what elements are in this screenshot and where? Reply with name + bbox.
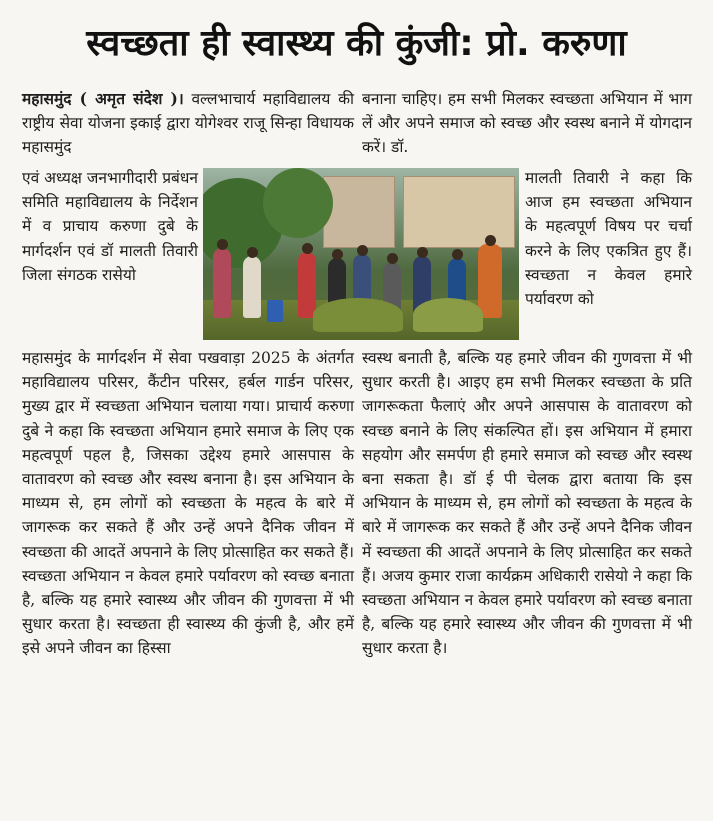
person-figure (213, 248, 231, 318)
column-1-body (22, 346, 354, 661)
building-shape (323, 176, 395, 248)
person-head (485, 235, 496, 246)
person-head (452, 249, 463, 260)
column-1-lead (22, 87, 354, 160)
dateline: महासमुंद ( अमृत संदेश )। (22, 89, 184, 108)
event-photo (203, 168, 519, 340)
bush-shape (313, 298, 403, 332)
column-1-wrap-text (22, 166, 198, 287)
headline: स्वच्छता ही स्वास्थ्य की कुंजी: प्रो. करुणा (86, 23, 627, 64)
bush-shape (413, 298, 483, 332)
column-1-body-paragraph: महासमुंद के मार्गदर्शन में सेवा पखवाड़ा 2025 के अंतर्गत महाविद्यालय परिसर, कैंटीन परिसर, हर्बल गार्डन परिसर, मुख्य द्वार में स्वच्छता अभियान चलाया गया। प्राचार्य करुणा दुबे ने कहा कि स्वच्छता अभियान हमारे समाज के लिए एक महत्वपूर्ण पहल है, जिसका उद्देश्य हमारे आसपास के वातावरण को स्वच्छ और स्वस्थ बनाना है। इस अभियान के माध्यम से, हम लोगों को स्वच्छता के महत्व के बारे में जागरूक कर सकते हैं और उन्हें अपने दैनिक जीवन में स्वच्छता की आदतें अपनाने के लिए प्रोत्साहित कर सकते हैं। स्वच्छता अभियान न केवल हमारे पर्यावरण को स्वच्छ बनाता है, बल्कि यह हमारे स्वास्थ्य और जीवन की गुणवत्ता में भी सुधार करता है। स्वच्छता ही स्वास्थ्य की कुंजी है, और हमें इसे अपने जीवन का हिस्सा (22, 349, 354, 658)
person-head (357, 245, 368, 256)
person-head (217, 239, 228, 250)
building-shape (403, 176, 515, 248)
person-figure (298, 252, 316, 318)
column-1-lead-text: वल्लभाचार्य महाविद्यालय की राष्ट्रीय सेवा योजना इकाई द्वारा योगेश्वर राजू सिन्हा विधायक महासमुंद (22, 90, 354, 157)
person-head (332, 249, 343, 260)
tree-shape (263, 168, 333, 238)
dustbin-shape (267, 300, 283, 322)
column-1-wrap-paragraph: एवं अध्यक्ष जनभागीदारी प्रबंधन समिति महाविद्यालय के निर्देशन में व प्राचाय करुणा दुबे के मार्गदर्शन एवं डॉ मालती तिवारी जिला संगठक रासेयो (22, 169, 198, 284)
column-2-body-paragraph: स्वस्थ बनाती है, बल्कि यह हमारे जीवन की गुणवत्ता में भी सुधार करती है। आइए हम सभी मिलकर स्वच्छता के प्रति जागरूकता फैलाएं और अपने आसपास के वातावरण को स्वच्छ बनाने के लिए संकल्पित हों। इस अभियान में हमारा सहयोग और समर्पण ही हमारे समाज को स्वच्छ और स्वस्थ बना सकता है। डॉ ई पी चेलक द्वारा बताया कि इस अभियान के माध्यम से, हम लोगों को स्वच्छता के महत्व के बारे में जागरूक कर सकते हैं और उन्हें अपने दैनिक जीवन में स्वच्छता की आदतें अपनाने के लिए प्रोत्साहित कर सकते हैं। अजय कुमार राजा कार्यक्रम अधिकारी रासेयो ने कहा कि स्वच्छता अभियान न केवल हमारे पर्यावरण को स्वच्छ बनाता है, बल्कि यह हमारे स्वास्थ्य और जीवन की गुणवत्ता में भी सुधार करता है। (362, 349, 692, 658)
person-head (417, 247, 428, 258)
column-2-lead-paragraph: बनाना चाहिए। हम सभी मिलकर स्वच्छता अभियान में भाग लें और अपने समाज को स्वच्छ और स्वस्थ बनाने में योगदान करें। डॉ. (362, 90, 692, 157)
column-2-wrap-paragraph: मालती तिवारी ने कहा कि आज हम स्वच्छता अभियान के महत्वपूर्ण विषय पर चर्चा करने के लिए एकत्रित हुए हैं। स्वच्छता न केवल हमारे पर्यावरण को (525, 169, 692, 309)
person-head (247, 247, 258, 258)
person-figure (243, 256, 261, 318)
person-head (387, 253, 398, 264)
column-2-wrap-text (525, 166, 692, 311)
person-figure (478, 244, 502, 318)
person-head (302, 243, 313, 254)
column-2-lead (362, 87, 692, 160)
column-2-body (362, 346, 692, 661)
